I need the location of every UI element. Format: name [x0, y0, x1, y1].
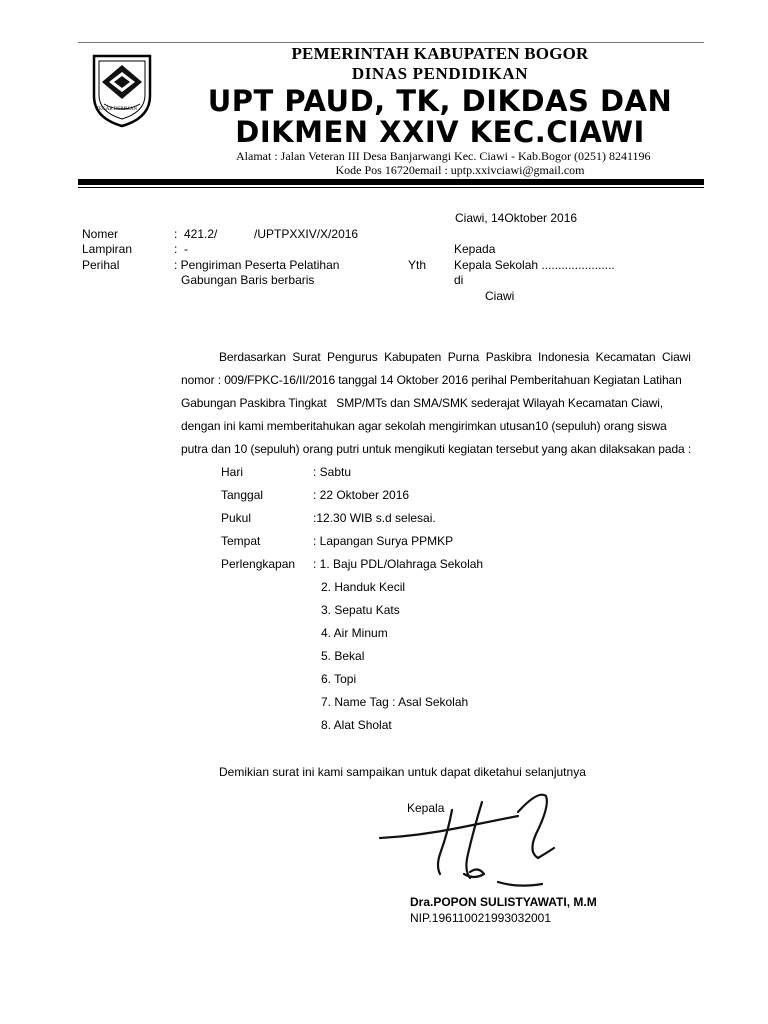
equipment-item: 4. Air Minum: [321, 626, 388, 640]
place-date: Ciawi, 14Oktober 2016: [455, 211, 578, 225]
di-label: di: [454, 273, 464, 287]
detail-label-perlengkapan: Perlengkapan: [221, 557, 296, 571]
handwritten-signature: [378, 782, 558, 894]
header-thin-rule: [78, 187, 704, 188]
header-institution-title-2: DIKMEN XXIV KEC.CIAWI: [235, 115, 645, 149]
equipment-item: 6. Topi: [321, 672, 357, 686]
header-address: Alamat : Jalan Veteran III Desa Banjarwangi Kec. Ciawi - Kab.Bogor (0251) 8241196: [236, 149, 651, 163]
regency-emblem-logo: [90, 52, 154, 128]
header-thick-rule: [78, 179, 704, 185]
logo-motto: TEGAR BERIMAN: [96, 107, 137, 112]
detail-value-perlengkapan: : 1. Baju PDL/Olahraga Sekolah: [313, 557, 484, 571]
detail-value-tempat: : Lapangan Surya PPMKP: [313, 534, 454, 548]
perihal-label: Perihal: [82, 258, 120, 272]
body-line-3: Gabungan Paskibra Tingkat SMP/MTs dan SMA/SMK sederajat Wilayah Kecamatan Ciawi,: [181, 396, 664, 410]
perihal-value-line1: : Pengiriman Peserta Pelatihan: [174, 258, 340, 272]
detail-value-pukul: :12.30 WIB s.d selesai.: [313, 511, 436, 525]
signatory-title: Kepala: [407, 801, 445, 815]
nomor-value: : 421.2/ /UPTPXXIV/X/2016: [174, 227, 359, 241]
signatory-nip: NIP.196110021993032001: [410, 911, 552, 925]
detail-label-tanggal: Tanggal: [221, 488, 264, 502]
body-line-2: nomor : 009/FPKC-16/II/2016 tanggal 14 Oktober 2016 perihal Pemberitahuan Kegiatan Latihan: [181, 373, 682, 387]
header-institution-title-1: UPT PAUD, TK, DIKDAS DAN: [207, 84, 673, 118]
detail-label-hari: Hari: [221, 465, 244, 479]
equipment-item: 2. Handuk Kecil: [321, 580, 406, 594]
lampiran-value: : -: [174, 242, 188, 256]
recipient: Kepala Sekolah ......................: [454, 258, 615, 272]
yth-label: Yth: [408, 258, 427, 272]
lampiran-label: Lampiran: [82, 242, 133, 256]
recipient-city: Ciawi: [485, 289, 515, 303]
nomor-label: Nomer: [82, 227, 119, 241]
kepada-label: Kepada: [454, 242, 496, 256]
equipment-item: 5. Bekal: [321, 649, 365, 663]
detail-value-tanggal: : 22 Oktober 2016: [313, 488, 410, 502]
detail-label-pukul: Pukul: [221, 511, 252, 525]
header-government-line: PEMERINTAH KABUPATEN BOGOR: [291, 44, 589, 63]
equipment-item: 7. Name Tag : Asal Sekolah: [321, 695, 469, 709]
detail-value-hari: : Sabtu: [313, 465, 352, 479]
detail-label-tempat: Tempat: [221, 534, 261, 548]
header-department-line: DINAS PENDIDIKAN: [351, 64, 529, 83]
body-line-1: Berdasarkan Surat Pengurus Kabupaten Purna Paskibra Indonesia Kecamatan Ciawi: [219, 350, 691, 364]
header-postal-email: Kode Pos 16720email : uptp.xxivciawi@gmail.com: [335, 163, 585, 177]
header-top-rule: [78, 42, 704, 43]
body-line-4: dengan ini kami memberitahukan agar sekolah mengirimkan utusan10 (sepuluh) orang siswa: [181, 419, 667, 433]
equipment-item: 3. Sepatu Kats: [321, 603, 400, 617]
signatory-name: Dra.POPON SULISTYAWATI, M.M: [410, 895, 597, 909]
closing-sentence: Demikian surat ini kami sampaikan untuk dapat diketahui selanjutnya: [219, 765, 586, 779]
body-line-5: putra dan 10 (sepuluh) orang putri untuk mengikuti kegiatan tersebut yang akan dilaksakan pada :: [181, 442, 692, 456]
equipment-item: 8. Alat Sholat: [321, 718, 392, 732]
perihal-value-line2: Gabungan Baris berbaris: [181, 273, 315, 287]
